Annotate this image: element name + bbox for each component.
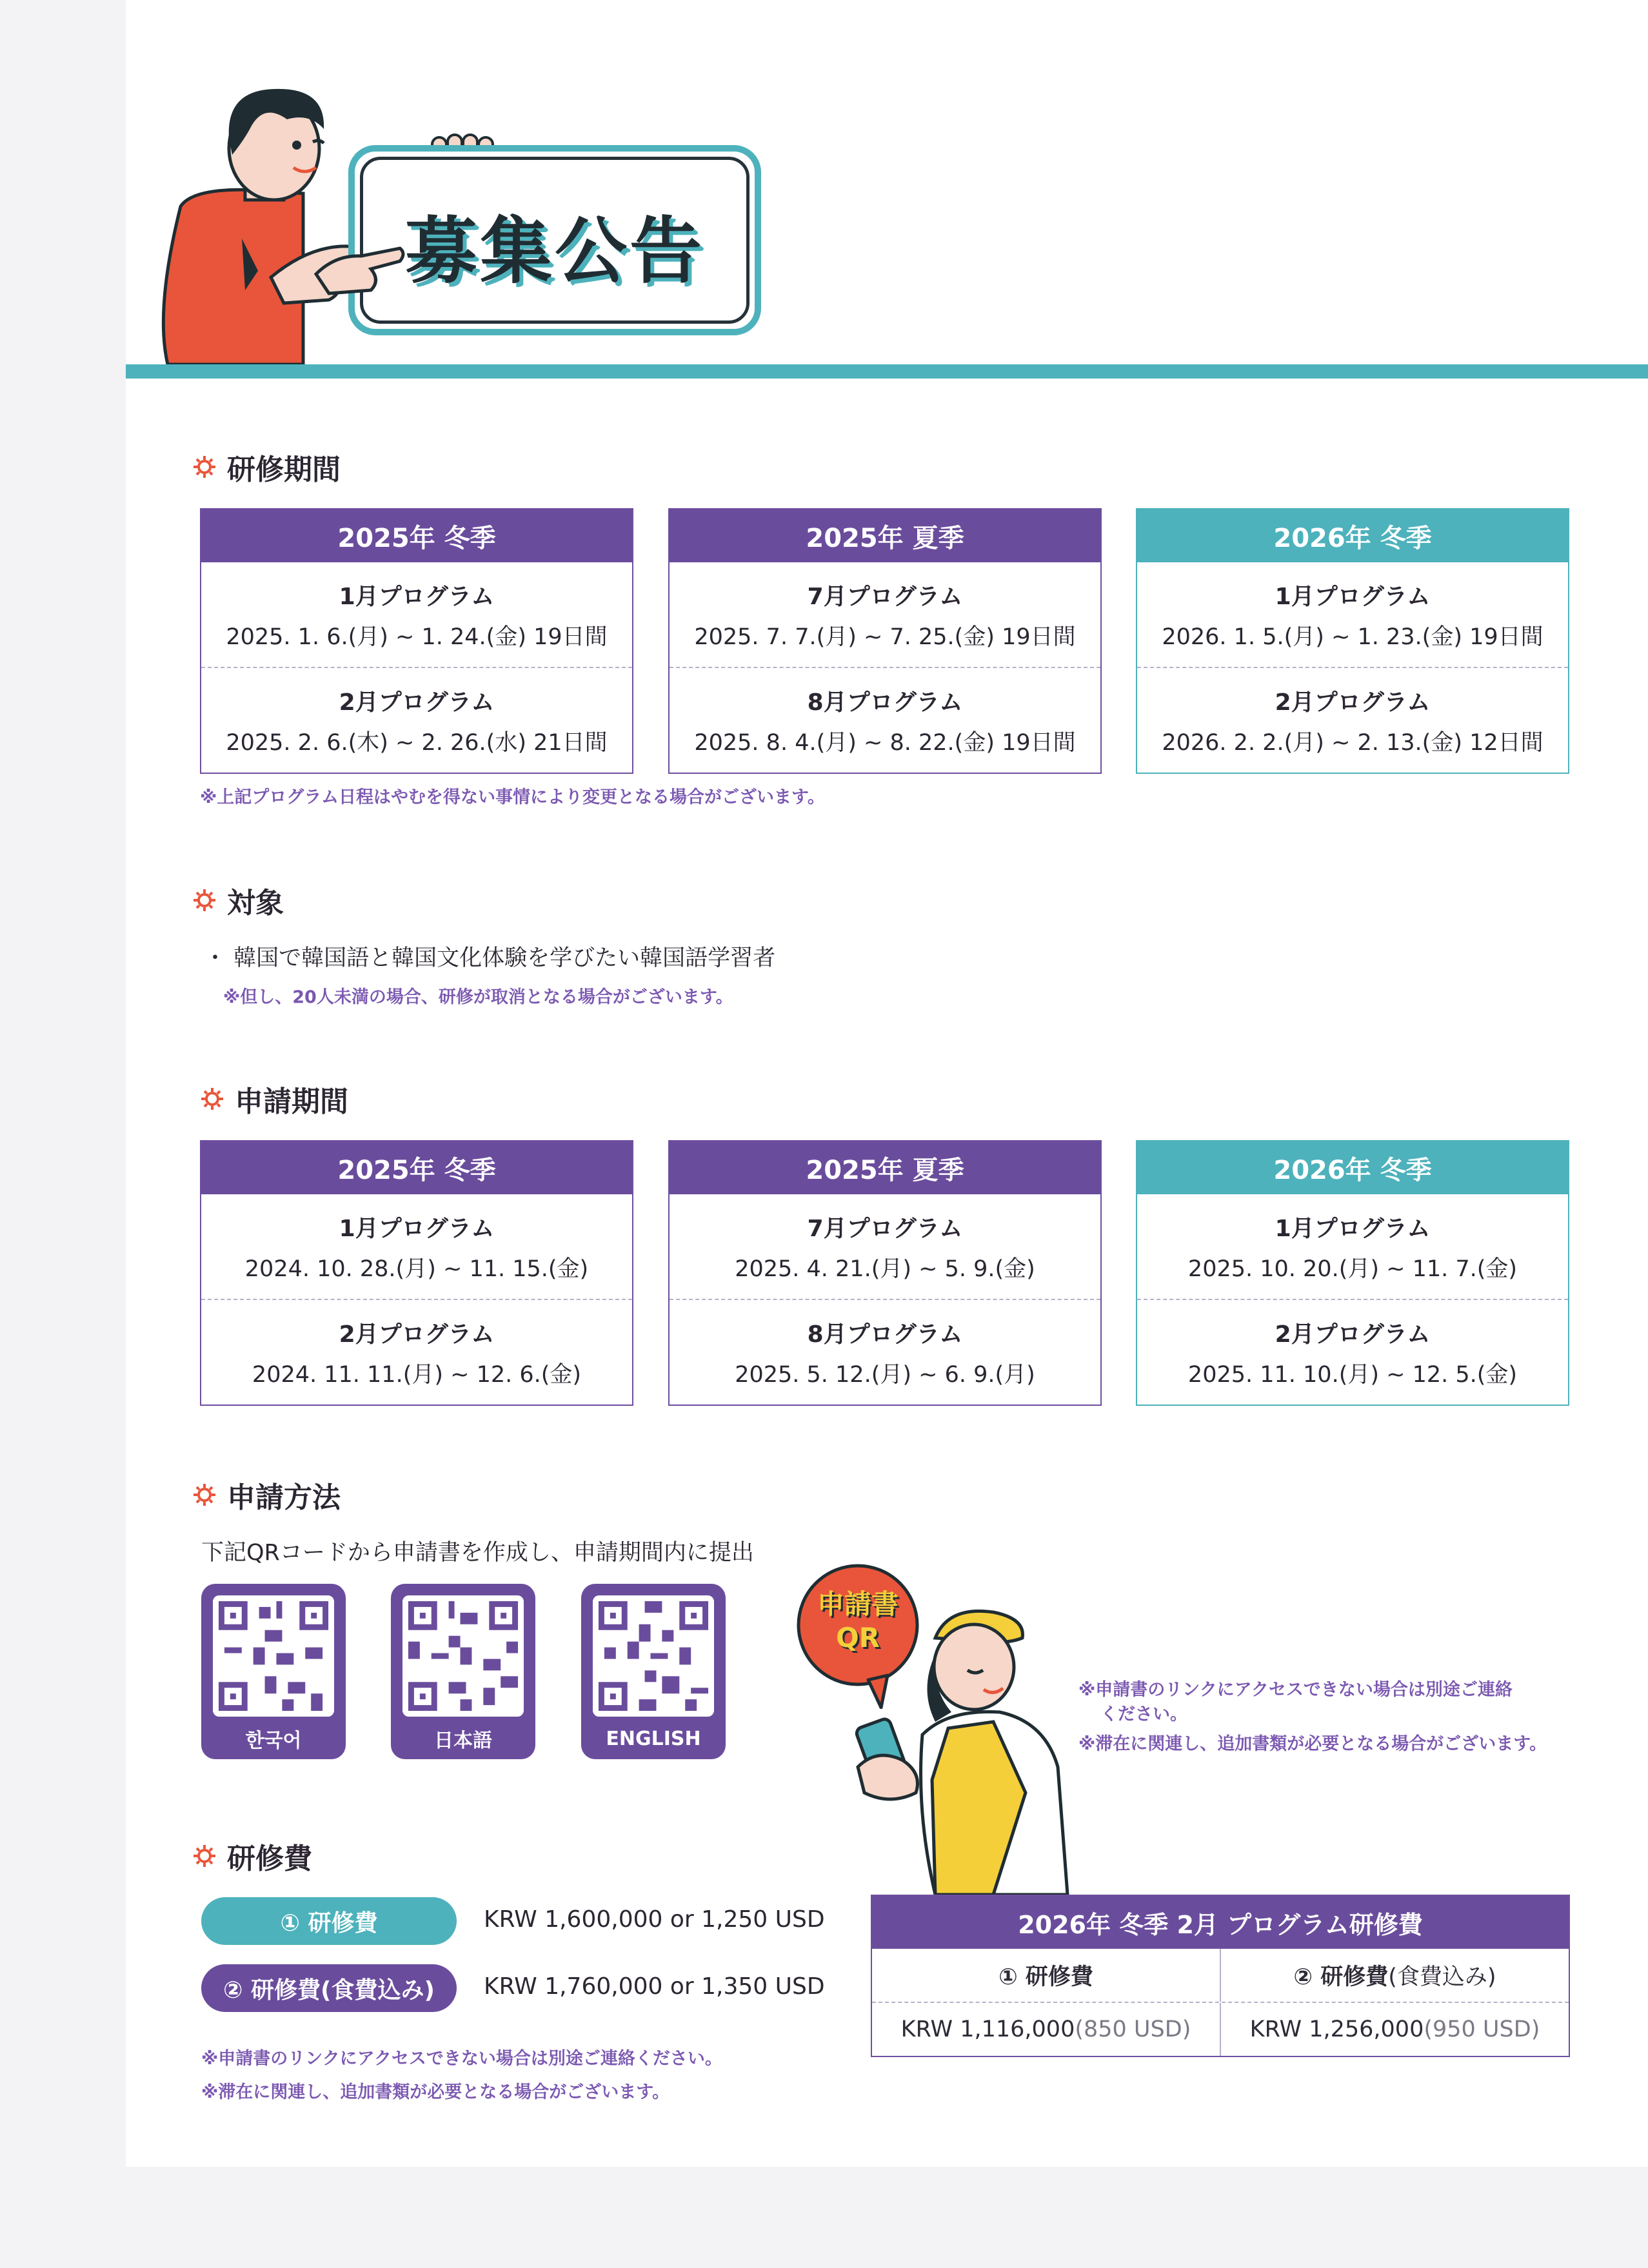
program-dates: 2025. 4. 21.(月) ~ 5. 9.(金) <box>735 1256 1035 1282</box>
program-row <box>201 1299 632 1405</box>
table-header: 2026年 冬季 <box>1137 1141 1568 1194</box>
program-dates: 2025. 11. 10.(月) ~ 12. 5.(金) <box>1187 1361 1518 1388</box>
method-note-1b: ください。 <box>1100 1704 1187 1724</box>
program-name: 1月プログラム <box>339 583 495 610</box>
fee-pill-basic: ① 研修費 <box>201 1897 457 1945</box>
training-table-2025-summer <box>668 508 1102 774</box>
fee-val-basic-usd: (850 USD) <box>1075 2017 1191 2042</box>
method-description: 下記QRコードから申請書を作成し、申請期間内に提出 <box>201 1540 754 1566</box>
target-note: ※但し、20人未満の場合、研修が取消となる場合がございます。 <box>223 987 733 1007</box>
fee-val-meals-usd: (950 USD) <box>1424 2017 1540 2042</box>
program-dates: 2025. 8. 4.(月) ~ 8. 22.(金) 19日間 <box>694 729 1076 756</box>
page-title: 募集公告 <box>405 210 704 293</box>
fee-amount-basic: KRW 1,600,000 or 1,250 USD <box>484 1906 825 1933</box>
sparkle-icon <box>201 1088 223 1110</box>
bubble-line-2: QR <box>835 1622 880 1653</box>
sparkle-icon <box>194 456 215 478</box>
program-dates: 2025. 7. 7.(月) ~ 7. 25.(金) 19日間 <box>694 624 1076 650</box>
method-notes <box>1078 1678 1547 1757</box>
table-header: 2026年 冬季 <box>1137 509 1568 562</box>
program-name: 1月プログラム <box>1275 583 1431 610</box>
program-row <box>670 562 1100 667</box>
sparkle-icon <box>194 1845 215 1867</box>
sparkle-icon <box>194 889 215 911</box>
program-row <box>670 667 1100 773</box>
fee-col-meals-sub: (食費込み) <box>1388 1964 1496 1990</box>
program-dates: 2024. 10. 28.(月) ~ 11. 15.(金) <box>244 1256 589 1282</box>
program-dates: 2026. 2. 2.(月) ~ 2. 13.(金) 12日間 <box>1162 729 1544 756</box>
method-note-1: ※申請書のリンクにアクセスできない場合は別途ご連絡 <box>1078 1680 1513 1700</box>
header-rule <box>126 364 1648 379</box>
program-dates: 2024. 11. 11.(月) ~ 12. 6.(金) <box>252 1361 582 1388</box>
training-table-2026-winter <box>1136 508 1569 774</box>
program-name: 8月プログラム <box>807 1321 963 1348</box>
program-name: 1月プログラム <box>339 1215 495 1242</box>
qr-label: 한국어 <box>245 1730 302 1752</box>
fee-col-meals-main: ② 研修費 <box>1293 1964 1389 1990</box>
bubble-line-1: 申請書 <box>817 1588 898 1620</box>
qr-label: 日本語 <box>434 1730 492 1752</box>
phone-user-illustration <box>839 1599 1071 1896</box>
method-note-2: ※滞在に関連し、追加書類が必要となる場合がございます。 <box>1078 1734 1547 1754</box>
program-row <box>1137 667 1568 773</box>
application-table-2025-summer <box>668 1140 1102 1406</box>
program-name: 2月プログラム <box>1275 689 1431 716</box>
fee-table-2026-feb <box>871 1895 1570 2057</box>
qr-card-japanese[interactable] <box>391 1584 535 1759</box>
program-name: 7月プログラム <box>807 1215 963 1242</box>
program-dates: 2026. 1. 5.(月) ~ 1. 23.(金) 19日間 <box>1162 624 1544 650</box>
section-heading: 研修費 <box>227 1842 312 1875</box>
table-header: 2025年 夏季 <box>670 1141 1100 1194</box>
program-row <box>201 1194 632 1299</box>
fee-amount-meals: KRW 1,760,000 or 1,350 USD <box>484 1973 825 2000</box>
program-dates: 2025. 2. 6.(木) ~ 2. 26.(水) 21日間 <box>226 729 608 756</box>
fee-col-meals <box>1220 1949 1569 2002</box>
program-name: 2月プログラム <box>339 1321 495 1348</box>
program-name: 2月プログラム <box>339 689 495 716</box>
section-heading: 研修期間 <box>227 453 341 486</box>
fee-val-meals-krw: KRW 1,256,000 <box>1249 2017 1424 2042</box>
section-heading: 対象 <box>227 887 284 920</box>
program-row <box>1137 1299 1568 1405</box>
program-row <box>1137 1194 1568 1299</box>
application-table-2025-winter <box>200 1140 633 1406</box>
fee-note-1: ※申請書のリンクにアクセスできない場合は別途ご連絡ください。 <box>201 2049 722 2069</box>
program-name: 1月プログラム <box>1275 1215 1431 1242</box>
sparkle-icon <box>194 1484 215 1506</box>
fee-val-basic-krw: KRW 1,116,000 <box>900 2017 1075 2042</box>
section-target <box>194 880 284 921</box>
table-header: 2025年 冬季 <box>201 1141 632 1194</box>
program-name: 8月プログラム <box>807 689 963 716</box>
section-heading: 申請期間 <box>235 1085 348 1118</box>
program-name: 7月プログラム <box>807 583 963 610</box>
fee-table-title: 2026年 冬季 2月 プログラム研修費 <box>872 1896 1569 1949</box>
qr-code-icon[interactable] <box>402 1595 524 1717</box>
program-name: 2月プログラム <box>1275 1321 1431 1348</box>
training-table-2025-winter <box>200 508 633 774</box>
program-row <box>670 1299 1100 1405</box>
program-dates: 2025. 5. 12.(月) ~ 6. 9.(月) <box>735 1361 1035 1388</box>
program-dates: 2025. 1. 6.(月) ~ 1. 24.(金) 19日間 <box>226 624 608 650</box>
target-description: ・ 韓国で韓国語と韓国文化体験を学びたい韓国語学習者 <box>204 945 776 971</box>
fee-pill-meals: ② 研修費(食費込み) <box>201 1964 457 2012</box>
table-header: 2025年 夏季 <box>670 509 1100 562</box>
program-row <box>670 1194 1100 1299</box>
fee-col-basic: ① 研修費 <box>998 1964 1093 1990</box>
qr-label: ENGLISH <box>606 1727 701 1750</box>
section-training-period <box>194 446 341 488</box>
section-heading: 申請方法 <box>227 1481 341 1514</box>
qr-code-icon[interactable] <box>593 1595 714 1717</box>
fee-val-basic <box>872 2003 1220 2056</box>
program-row <box>201 667 632 773</box>
table-header: 2025年 冬季 <box>201 509 632 562</box>
program-row <box>201 562 632 667</box>
program-dates: 2025. 10. 20.(月) ~ 11. 7.(金) <box>1187 1256 1518 1282</box>
fee-table-header-row <box>872 1949 1569 2002</box>
pointing-hand-icon <box>310 242 406 300</box>
schedule-note: ※上記プログラム日程はやむを得ない事情により変更となる場合がございます。 <box>200 787 825 807</box>
fee-val-meals <box>1220 2003 1569 2056</box>
fee-note-2: ※滞在に関連し、追加書類が必要となる場合がございます。 <box>201 2082 670 2102</box>
application-table-2026-winter <box>1136 1140 1569 1406</box>
section-application-method <box>194 1474 341 1515</box>
qr-card-english[interactable] <box>581 1584 726 1759</box>
qr-card-korean[interactable] <box>201 1584 346 1759</box>
section-fees <box>194 1835 312 1877</box>
section-application-period <box>201 1078 348 1119</box>
fee-table-value-row <box>872 2002 1569 2056</box>
program-row <box>1137 562 1568 667</box>
qr-code-icon[interactable] <box>213 1595 334 1717</box>
